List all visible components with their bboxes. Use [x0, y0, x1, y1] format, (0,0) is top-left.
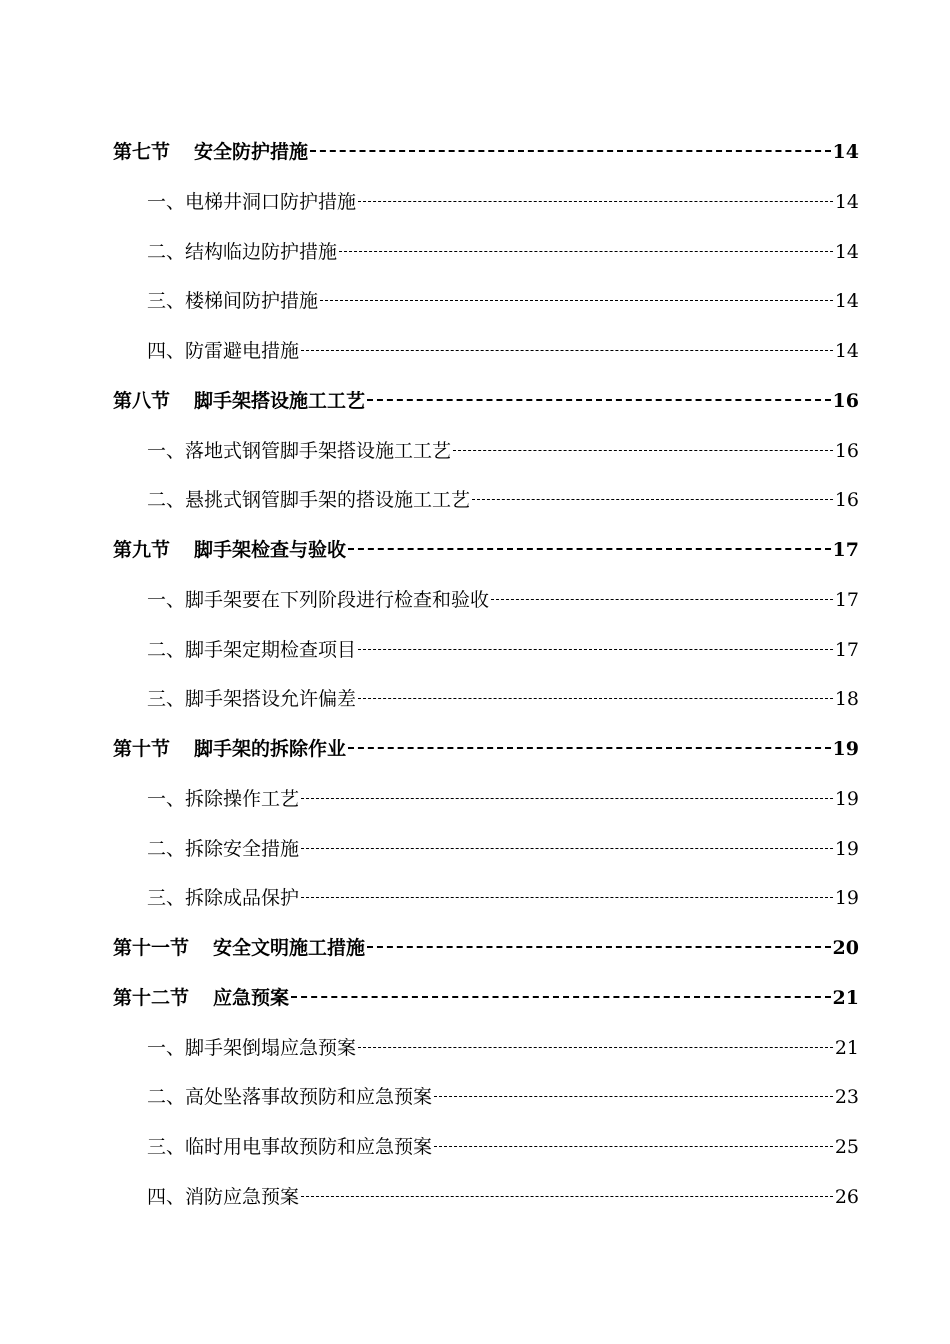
toc-section-title: 应急预案	[213, 986, 290, 1009]
toc-dot-leader	[301, 896, 833, 898]
toc-subsection-entry[interactable]	[113, 630, 859, 680]
toc-dot-leader	[348, 746, 831, 749]
toc-entry-title	[113, 381, 365, 421]
toc-page-number: 18	[834, 688, 859, 711]
toc-dot-leader	[320, 299, 833, 301]
toc-subsection-entry[interactable]	[113, 878, 859, 928]
toc-entry-title	[113, 132, 308, 172]
toc-page-number: 20	[832, 937, 859, 959]
toc-page-number: 25	[834, 1136, 859, 1158]
table-of-contents	[113, 132, 859, 1227]
toc-page-number: 14	[834, 340, 859, 362]
toc-entry-title: 二、悬挑式钢管脚手架的搭设施工工艺	[147, 489, 471, 512]
toc-entry-title: 四、消防应急预案	[147, 1185, 300, 1208]
toc-section-title: 脚手架检查与验收	[194, 539, 347, 561]
toc-dot-leader	[339, 250, 833, 252]
toc-page-number: 19	[832, 738, 859, 760]
toc-entry-title: 一、拆除操作工艺	[147, 787, 300, 810]
toc-page-number: 14	[834, 190, 859, 213]
toc-section-entry[interactable]	[113, 928, 859, 978]
toc-page-number: 17	[832, 539, 859, 561]
toc-page-number: 21	[832, 986, 859, 1009]
toc-dot-leader	[301, 797, 833, 799]
toc-section-number: 第十节	[113, 738, 171, 760]
toc-section-title: 脚手架的拆除作业	[194, 738, 347, 760]
toc-dot-leader	[301, 847, 833, 849]
toc-entry-title: 二、拆除安全措施	[147, 837, 300, 860]
toc-dot-leader	[301, 1195, 833, 1197]
toc-dot-leader	[453, 449, 833, 451]
toc-dot-leader	[434, 1095, 833, 1097]
toc-entry-title: 三、临时用电事故预防和应急预案	[147, 1136, 433, 1158]
toc-entry-title	[113, 530, 346, 570]
toc-dot-leader	[434, 1145, 833, 1147]
toc-subsection-entry[interactable]	[113, 331, 859, 381]
toc-page-number: 23	[834, 1086, 859, 1109]
toc-dot-leader	[348, 547, 831, 550]
toc-subsection-entry[interactable]	[113, 1127, 859, 1177]
toc-entry-title: 一、落地式钢管脚手架搭设施工工艺	[147, 439, 452, 462]
toc-dot-leader	[291, 995, 831, 998]
toc-section-number: 第九节	[113, 539, 171, 561]
toc-section-number: 第十一节	[113, 937, 190, 959]
toc-section-entry[interactable]	[113, 530, 859, 580]
toc-dot-leader	[491, 598, 833, 600]
toc-section-entry[interactable]	[113, 978, 859, 1028]
toc-section-entry[interactable]	[113, 381, 859, 431]
toc-page-number: 19	[834, 887, 859, 910]
toc-entry-title: 一、脚手架要在下列阶段进行检查和验收	[147, 588, 490, 611]
toc-entry-title: 一、电梯井洞口防护措施	[147, 190, 357, 213]
toc-page-number: 19	[834, 837, 859, 860]
toc-section-title: 脚手架搭设施工工艺	[194, 389, 366, 412]
toc-subsection-entry[interactable]	[113, 232, 859, 282]
toc-subsection-entry[interactable]	[113, 1177, 859, 1227]
toc-dot-leader	[367, 945, 831, 948]
toc-dot-leader	[472, 498, 833, 500]
toc-entry-title	[113, 729, 346, 769]
toc-section-number: 第十二节	[113, 986, 190, 1009]
toc-subsection-entry[interactable]	[113, 1028, 859, 1078]
toc-subsection-entry[interactable]	[113, 829, 859, 879]
toc-entry-title: 二、脚手架定期检查项目	[147, 638, 357, 661]
toc-section-title: 安全防护措施	[194, 141, 309, 163]
toc-entry-title: 二、结构临边防护措施	[147, 240, 338, 263]
toc-dot-leader	[310, 149, 831, 152]
toc-section-number: 第八节	[113, 389, 171, 412]
toc-dot-leader	[301, 349, 833, 351]
toc-dot-leader	[358, 1046, 833, 1048]
toc-subsection-entry[interactable]	[113, 281, 859, 331]
toc-dot-leader	[367, 398, 831, 401]
toc-page-number: 14	[832, 141, 859, 163]
toc-entry-title	[113, 928, 365, 968]
toc-section-entry[interactable]	[113, 132, 859, 182]
toc-entry-title: 三、拆除成品保护	[147, 887, 300, 910]
toc-subsection-entry[interactable]	[113, 580, 859, 630]
toc-page-number: 16	[832, 389, 859, 412]
toc-entry-title: 一、脚手架倒塌应急预案	[147, 1036, 357, 1059]
toc-entry-title: 二、高处坠落事故预防和应急预案	[147, 1086, 433, 1109]
toc-page-number: 21	[834, 1036, 859, 1059]
toc-dot-leader	[358, 697, 833, 699]
toc-page-number: 17	[834, 638, 859, 661]
toc-subsection-entry[interactable]	[113, 779, 859, 829]
toc-subsection-entry[interactable]	[113, 480, 859, 530]
toc-subsection-entry[interactable]	[113, 679, 859, 729]
toc-entry-title	[113, 978, 289, 1018]
toc-subsection-entry[interactable]	[113, 1077, 859, 1127]
toc-section-entry[interactable]	[113, 729, 859, 779]
toc-section-title: 安全文明施工措施	[213, 937, 366, 959]
toc-dot-leader	[358, 200, 833, 202]
toc-subsection-entry[interactable]	[113, 182, 859, 232]
toc-entry-title: 三、脚手架搭设允许偏差	[147, 688, 357, 711]
toc-page-number: 16	[834, 489, 859, 512]
toc-page-number: 26	[834, 1185, 859, 1208]
toc-dot-leader	[358, 648, 833, 650]
toc-page-number: 17	[834, 588, 859, 611]
toc-page-number: 14	[834, 290, 859, 313]
toc-page-number: 14	[834, 240, 859, 263]
toc-section-number: 第七节	[113, 141, 171, 163]
toc-entry-title: 三、楼梯间防护措施	[147, 290, 319, 313]
toc-subsection-entry[interactable]	[113, 431, 859, 481]
toc-page-number: 19	[834, 787, 859, 810]
toc-entry-title: 四、防雷避电措施	[147, 340, 300, 362]
toc-page-number: 16	[834, 439, 859, 462]
